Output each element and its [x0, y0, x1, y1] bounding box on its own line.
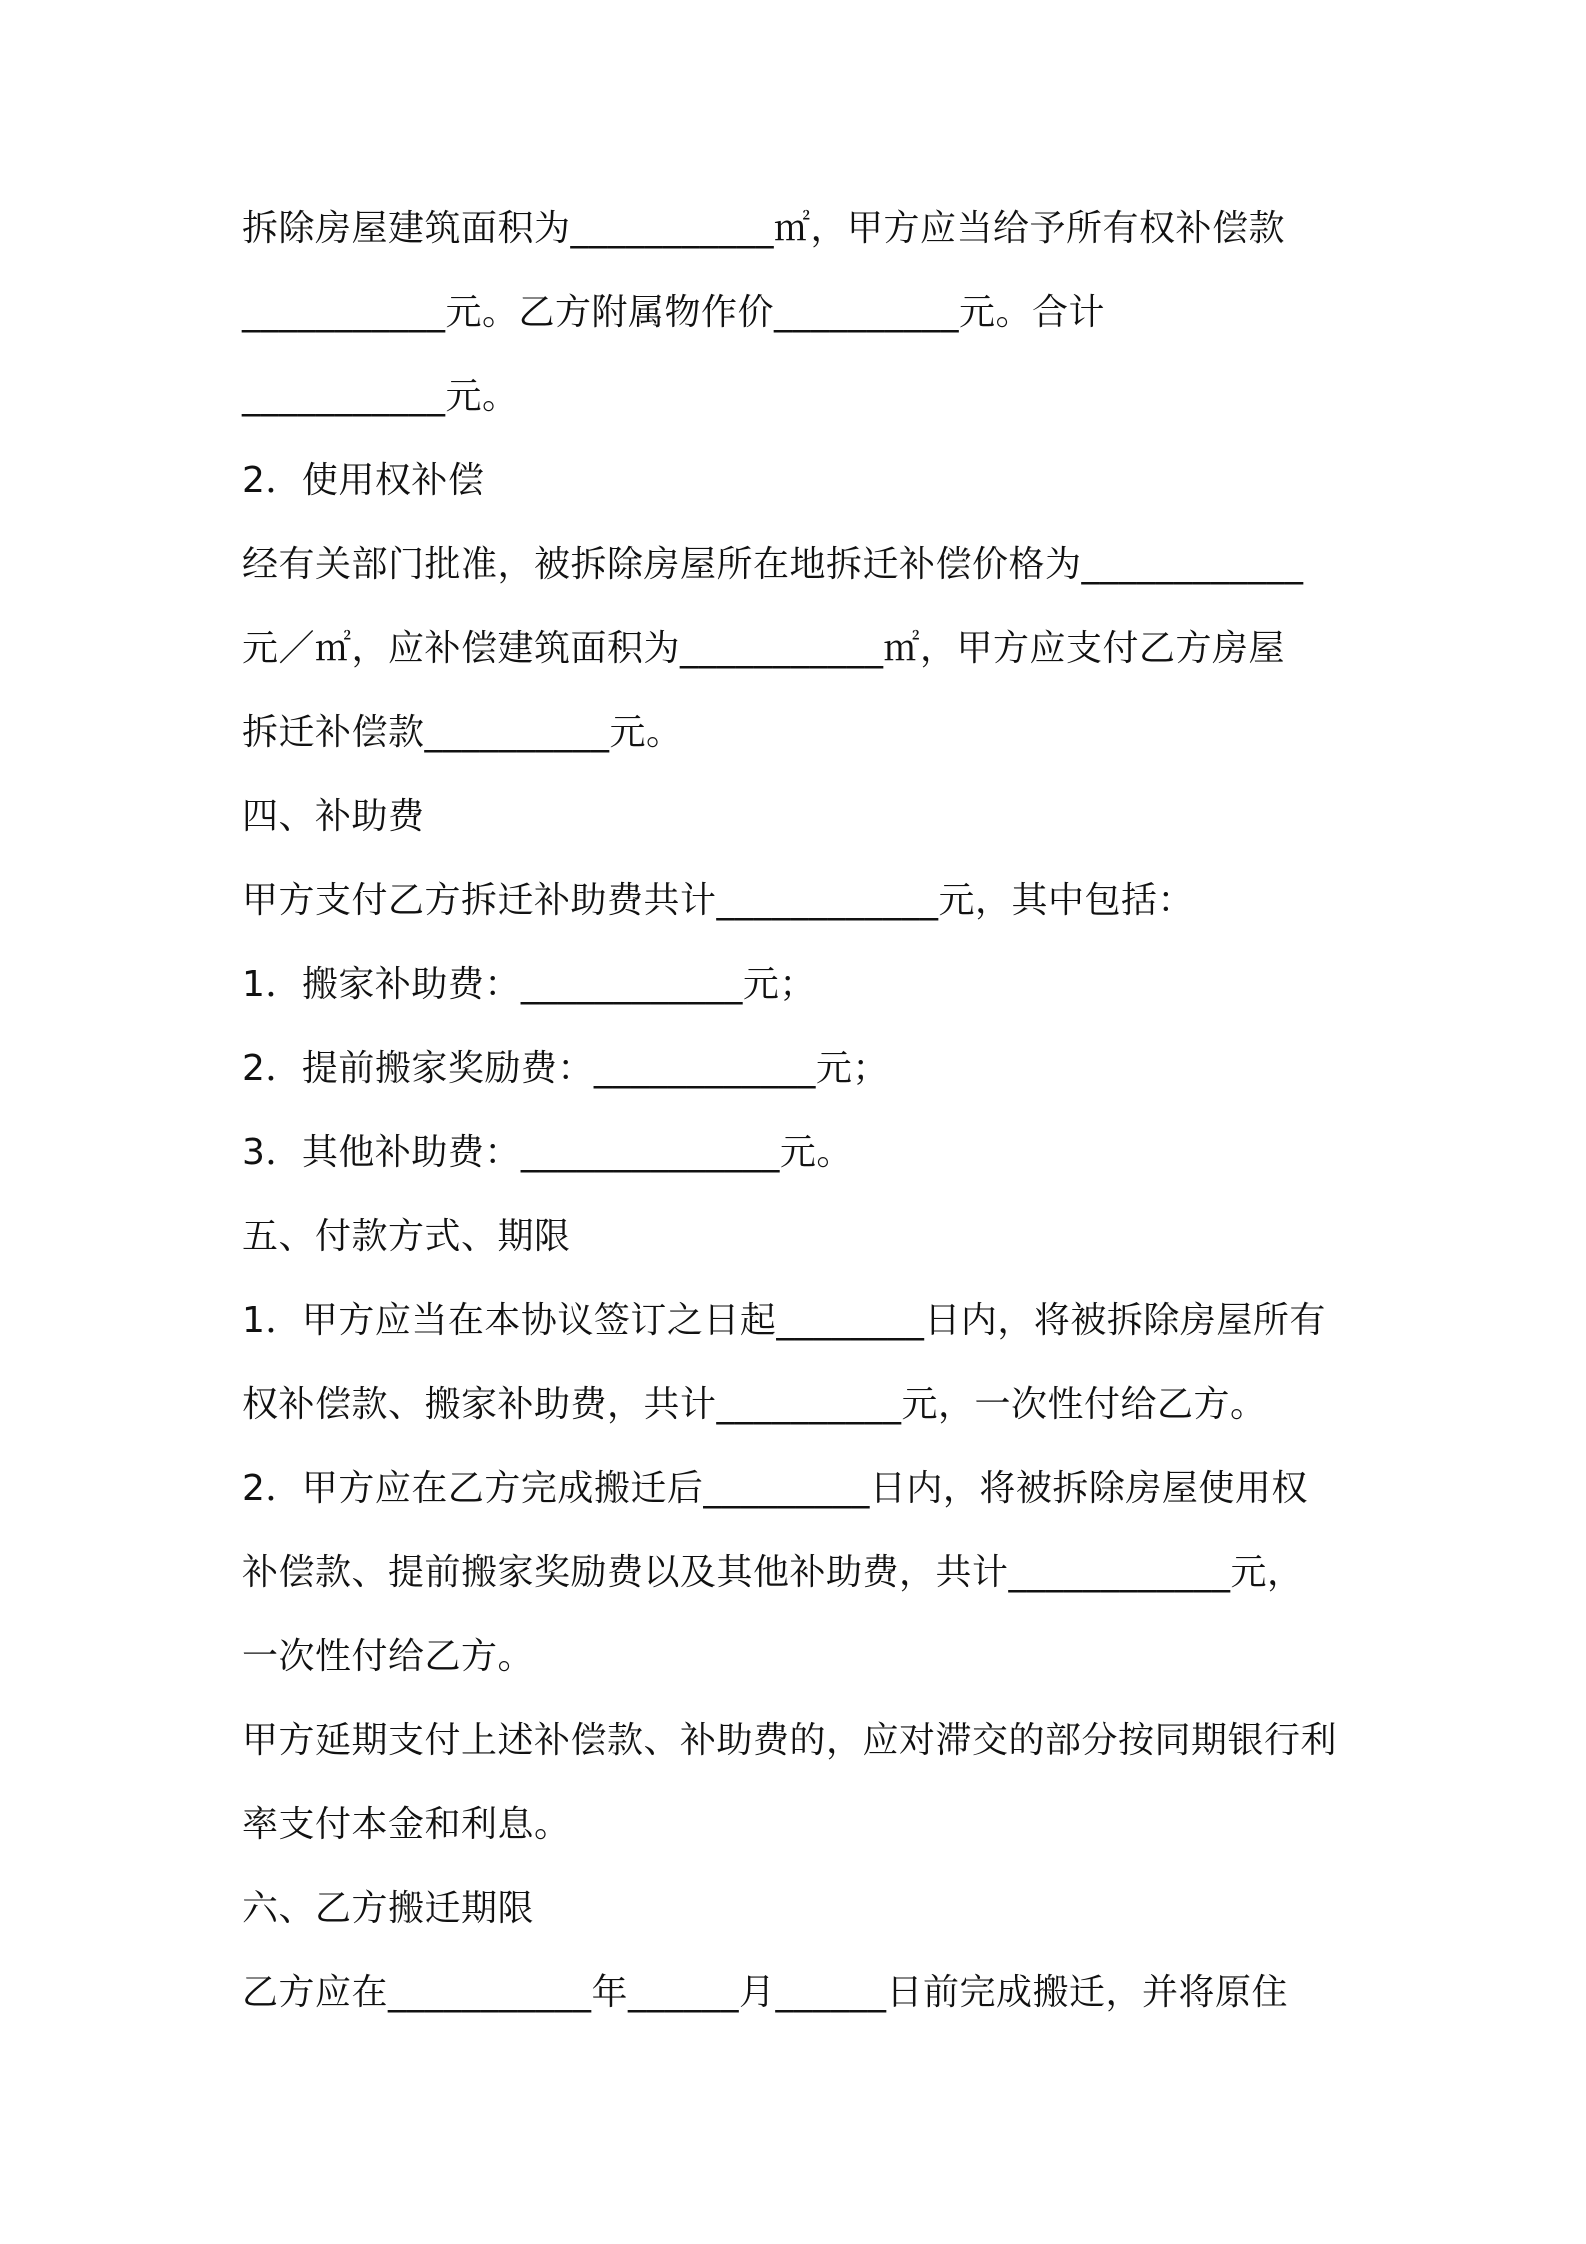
text-line: 元／㎡，应补偿建筑面积为___________㎡，甲方应支付乙方房屋: [242, 628, 1286, 669]
section-heading: 四、补助费: [242, 796, 425, 837]
text-line: 经有关部门批准，被拆除房屋所在地拆迁补偿价格为____________: [242, 544, 1304, 585]
text-line: 率支付本金和利息。: [242, 1804, 571, 1845]
section-heading: 五、付款方式、期限: [242, 1216, 571, 1257]
text-line: 乙方应在___________年______月______日前完成搬迁，并将原住: [242, 1972, 1289, 2013]
text-line: ___________元。乙方附属物作价__________元。合计: [242, 292, 1106, 333]
list-item: 2．提前搬家奖励费：____________元；: [242, 1048, 889, 1089]
text-line: 一次性付给乙方。: [242, 1636, 535, 1677]
list-item: 1．甲方应当在本协议签订之日起________日内，将被拆除房屋所有: [242, 1300, 1326, 1341]
text-line: 甲方延期支付上述补偿款、补助费的，应对滞交的部分按同期银行利: [242, 1720, 1338, 1761]
text-line: 甲方支付乙方拆迁补助费共计____________元，其中包括：: [242, 880, 1195, 921]
section-heading: 六、乙方搬迁期限: [242, 1888, 535, 1929]
text-line: 补偿款、提前搬家奖励费以及其他补助费，共计____________元，: [242, 1552, 1304, 1593]
text-line: 拆迁补偿款__________元。: [242, 712, 683, 753]
text-line: ___________元。: [242, 376, 519, 417]
section-heading: 2．使用权补偿: [242, 460, 485, 501]
list-item: 3．其他补助费：______________元。: [242, 1132, 853, 1173]
text-line: 权补偿款、搬家补助费，共计__________元，一次性付给乙方。: [242, 1384, 1267, 1425]
text-line: 拆除房屋建筑面积为___________㎡，甲方应当给予所有权补偿款: [242, 208, 1286, 249]
list-item: 1．搬家补助费：____________元；: [242, 964, 816, 1005]
list-item: 2．甲方应在乙方完成搬迁后_________日内，将被拆除房屋使用权: [242, 1468, 1308, 1509]
